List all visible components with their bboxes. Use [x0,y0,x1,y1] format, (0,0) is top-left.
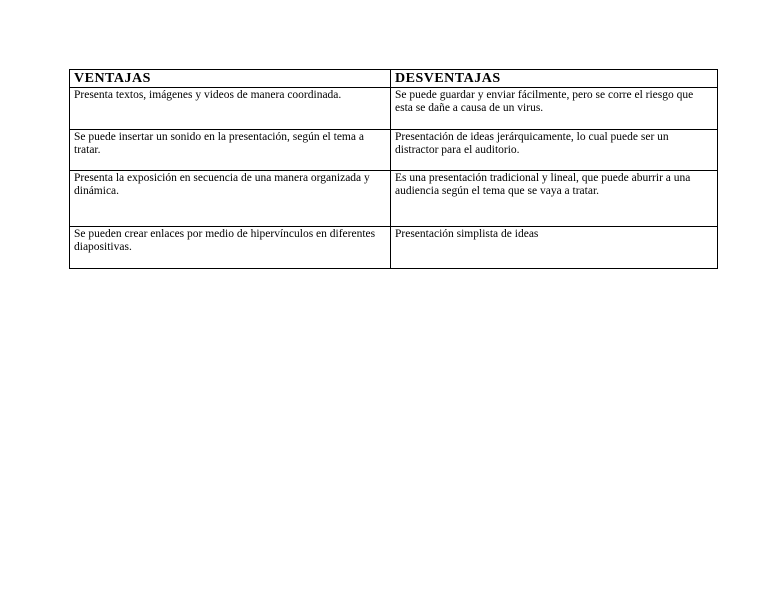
disadvantage-cell: Presentación simplista de ideas [391,227,718,269]
table-row [70,88,718,130]
table-row [70,227,718,269]
comparison-table [69,69,718,269]
advantage-cell: Se puede insertar un sonido en la presentación, según el tema a tratar. [70,130,391,171]
disadvantage-cell: Presentación de ideas jerárquicamente, lo cual puede ser un distractor para el auditorio. [391,130,718,171]
disadvantage-cell: Se puede guardar y enviar fácilmente, pero se corre el riesgo que esta se dañe a causa de un virus. [391,88,718,130]
advantage-cell: Presenta textos, imágenes y videos de manera coordinada. [70,88,391,130]
advantage-cell: Se pueden crear enlaces por medio de hipervínculos en diferentes diapositivas. [70,227,391,269]
table-row [70,130,718,171]
disadvantage-cell: Es una presentación tradicional y lineal, que puede aburrir a una audiencia según el tema que se vaya a tratar. [391,171,718,227]
header-ventajas: VENTAJAS [70,70,391,88]
header-desventajas: DESVENTAJAS [391,70,718,88]
advantage-cell: Presenta la exposición en secuencia de una manera organizada y dinámica. [70,171,391,227]
table-row [70,171,718,227]
table-header-row [70,70,718,88]
